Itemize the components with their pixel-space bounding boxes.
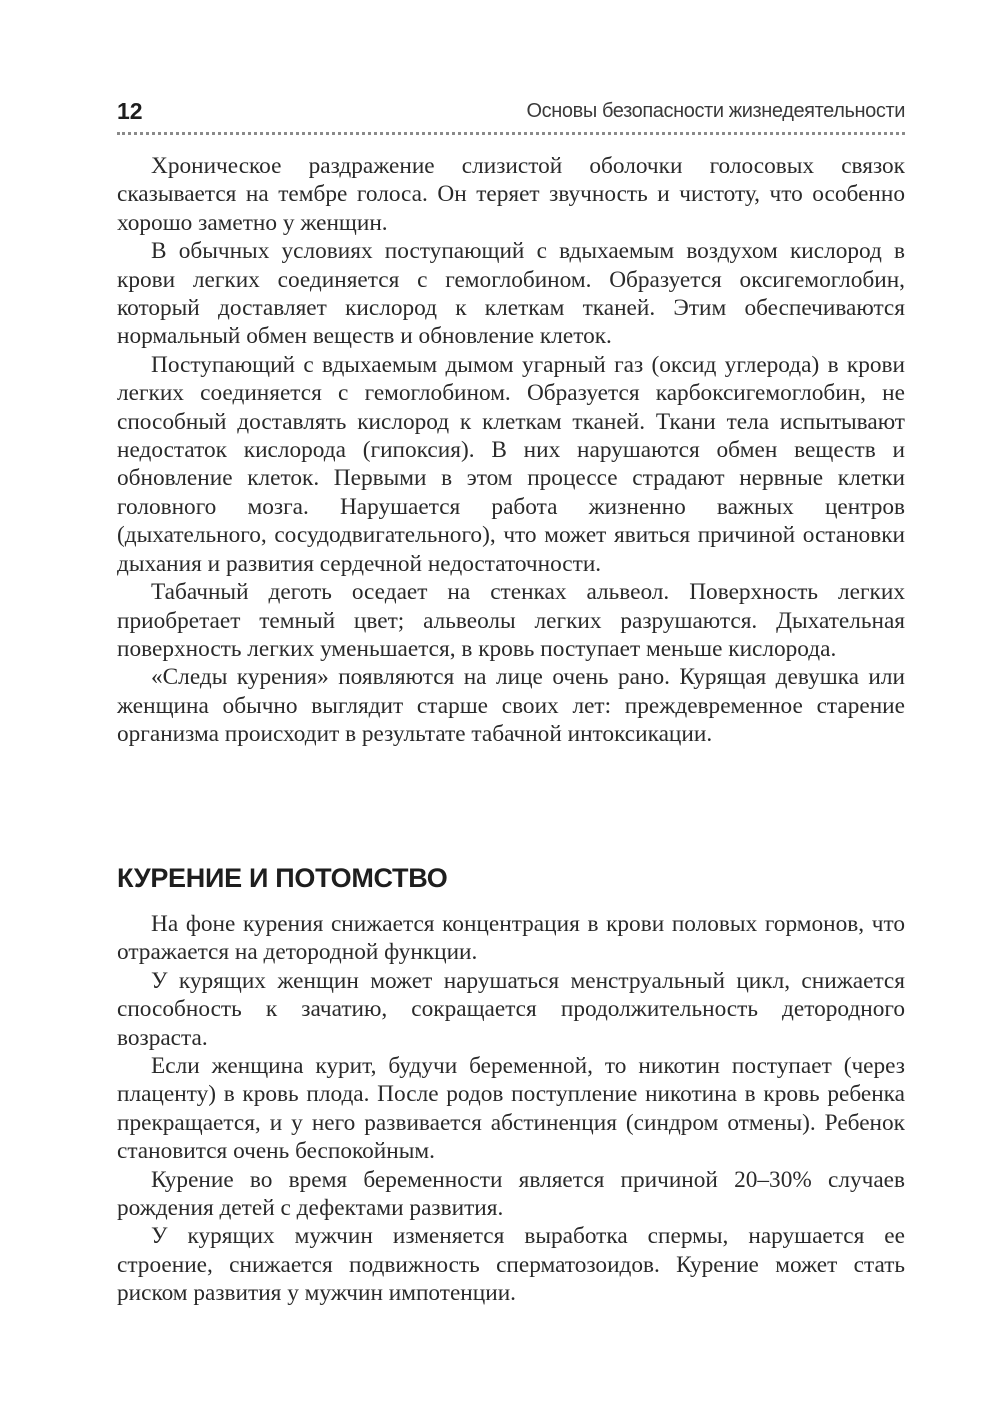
section-body-text xyxy=(117,910,905,1308)
paragraph: Хроническое раздражение слизистой оболочки голосовых связок сказывается на тембре голоса. Он теряет звучность и чистоту, что особенно хорошо заметно у женщин. xyxy=(117,153,905,236)
paragraph: У курящих мужчин изменяется выработка спермы, нарушается ее строение, снижается подвижность сперматозоидов. Курение может стать риском развития у мужчин импотенции. xyxy=(117,1223,905,1307)
running-title: Основы безопасности жизнедеятельности xyxy=(526,100,905,122)
section-heading: КУРЕНИЕ И ПОТОМСТВО xyxy=(117,863,448,893)
paragraph: «Следы курения» появляются на лице очень рано. Курящая девушка или женщина обычно выглядит старше своих лет: преждевременное старение организма происходит в результате табачной интоксикации. xyxy=(117,664,905,748)
paragraph: На фоне курения снижается концентрация в крови половых гормонов, что отражается на детородной функции. xyxy=(117,911,905,966)
paragraph: Если женщина курит, будучи беременной, то никотин поступает (через плаценту) в кровь плода. После родов поступление никотина в кровь ребенка прекращается, и у него развивается абстиненция (синдром отмены). Ребенок становится очень беспокойным. xyxy=(117,1053,905,1165)
paragraph: Поступающий с вдыхаемым дымом угарный газ (оксид углерода) в крови легких соединяется с гемоглобином. Образуется карбоксигемоглобин, не способный доставлять кислород к клеткам тканей. Ткани тела испытывают недостаток кислорода (гипоксия). В них нарушаются обмен веществ и обновление клеток. Первыми в этом процессе страдают нервные клетки головного мозга. Нарушается работа жизненно важных центров (дыхательного, сосудодвигательного), что может явиться причиной остановки дыхания и развития сердечной недостаточности. xyxy=(117,351,905,577)
paragraph: Табачный деготь оседает на стенках альвеол. Поверхность легких приобретает темный цвет; альвеолы легких разрушаются. Дыхательная поверхность легких уменьшается, в кровь поступает меньше кислорода. xyxy=(117,579,905,662)
paragraph: В обычных условиях поступающий с вдыхаемым воздухом кислород в крови легких соединяется с гемоглобином. Образуется оксигемоглобин, который доставляет кислород к клеткам тканей. Этим обеспечиваются нормальный обмен веществ и обновление клеток. xyxy=(117,238,905,350)
body-text-before-section xyxy=(117,152,905,749)
page-header xyxy=(117,94,905,135)
paragraph: Курение во время беременности является причиной 20–30% случаев рождения детей с дефектами развития. xyxy=(117,1166,905,1222)
page-number: 12 xyxy=(117,98,143,124)
paragraph: У курящих женщин может нарушаться менструальный цикл, снижается способность к зачатию, сокращается продолжительность детородного возраста. xyxy=(117,967,905,1051)
